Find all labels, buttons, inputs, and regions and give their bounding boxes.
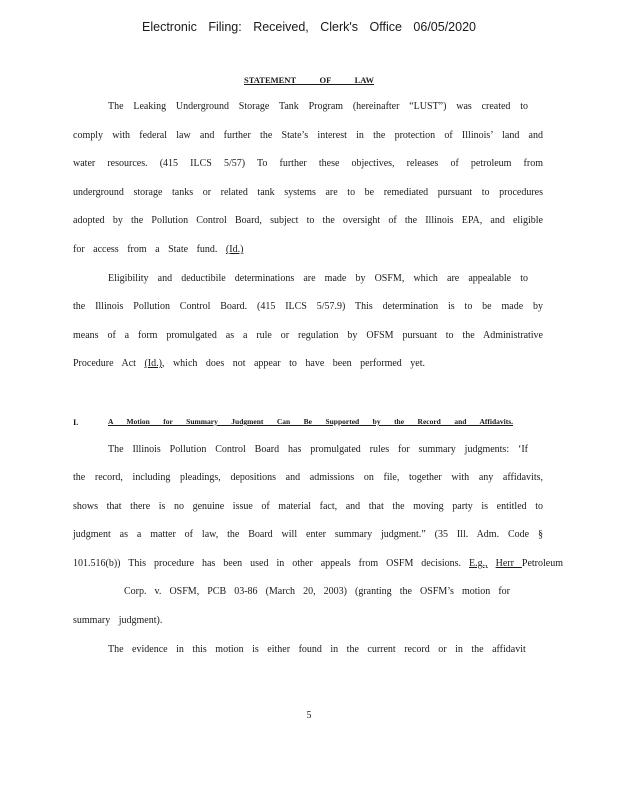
paragraph-2-line-3: means of a form promulgated as a rule or regulation by OFSM pursuant to the Administrative — [73, 330, 543, 341]
eg-signal: E.g., — [469, 558, 488, 569]
paragraph-3-line-4: judgment as a matter of law, the Board will enter summary judgment.” (35 Ill. Adm. Code § — [73, 529, 543, 540]
paragraph-3-line-7: summary judgment). — [73, 615, 163, 626]
paragraph-1-line-4: underground storage tanks or related tank systems are to be remediated pursuant to procedures — [73, 187, 543, 198]
case-name-herr: Herr — [495, 558, 522, 569]
paragraph-2-line-1: Eligibility and deductibile determinations are made by OSFM, which are appealable to — [108, 273, 528, 284]
paragraph-1-line-2: comply with federal law and further the State’s interest in the protection of Illinois’ land and — [73, 130, 543, 141]
paragraph-1-line-6 — [73, 243, 543, 257]
paragraph-3-line-3: shows that there is no genuine issue of material fact, and that the moving party is entitled to — [73, 501, 543, 512]
section-number: I. — [73, 417, 79, 427]
paragraph-3-line-6: Corp. v. OSFM, PCB 03-86 (March 20, 2003) (granting the OSFM’s motion for — [124, 586, 510, 597]
paragraph-3-line-5-text: 101.516(b)) This procedure has been used in other appeals from OSFM decisions. — [73, 558, 469, 569]
paragraph-3-line-1: The Illinois Pollution Control Board has promulgated rules for summary judgments: ‘If — [108, 444, 528, 455]
filing-header: Electronic Filing: Received, Clerk's Office 06/05/2020 — [142, 20, 476, 34]
page-number: 5 — [306, 710, 312, 721]
paragraph-2-line-4 — [73, 357, 543, 371]
paragraph-2-line-4-text: Procedure Act — [73, 358, 145, 369]
paragraph-3-line-2: the record, including pleadings, depositions and admissions on file, together with any affidavits, — [73, 472, 543, 483]
id-citation: (Id.) — [225, 244, 244, 255]
id-citation: (Id.) — [144, 358, 162, 369]
section-heading: A Motion for Summary Judgment Can Be Supported by the Record and Affidavits. — [108, 417, 513, 426]
paragraph-2-line-4-rest: , which does not appear to have been performed yet. — [161, 358, 426, 369]
paragraph-3-line-5 — [73, 557, 563, 571]
case-name-petroleum: Petroleum — [521, 558, 563, 569]
paragraph-1-line-1: The Leaking Underground Storage Tank Program (hereinafter “LUST”) was created to — [108, 101, 528, 112]
paragraph-1-line-3: water resources. (415 ILCS 5/57) To further these objectives, releases of petroleum from — [73, 158, 543, 169]
section-title: STATEMENT OF LAW — [244, 75, 374, 85]
paragraph-2-line-2: the Illinois Pollution Control Board. (415 ILCS 5/57.9) This determination is to be made by — [73, 301, 543, 312]
paragraph-1-line-6-text: for access from a State fund. — [73, 244, 226, 255]
spacer — [488, 558, 496, 569]
paragraph-1-line-5: adopted by the Pollution Control Board, subject to the oversight of the Illinois EPA, and eligible — [73, 215, 543, 226]
paragraph-4-line-1: The evidence in this motion is either found in the current record or in the affidavit — [108, 644, 526, 655]
